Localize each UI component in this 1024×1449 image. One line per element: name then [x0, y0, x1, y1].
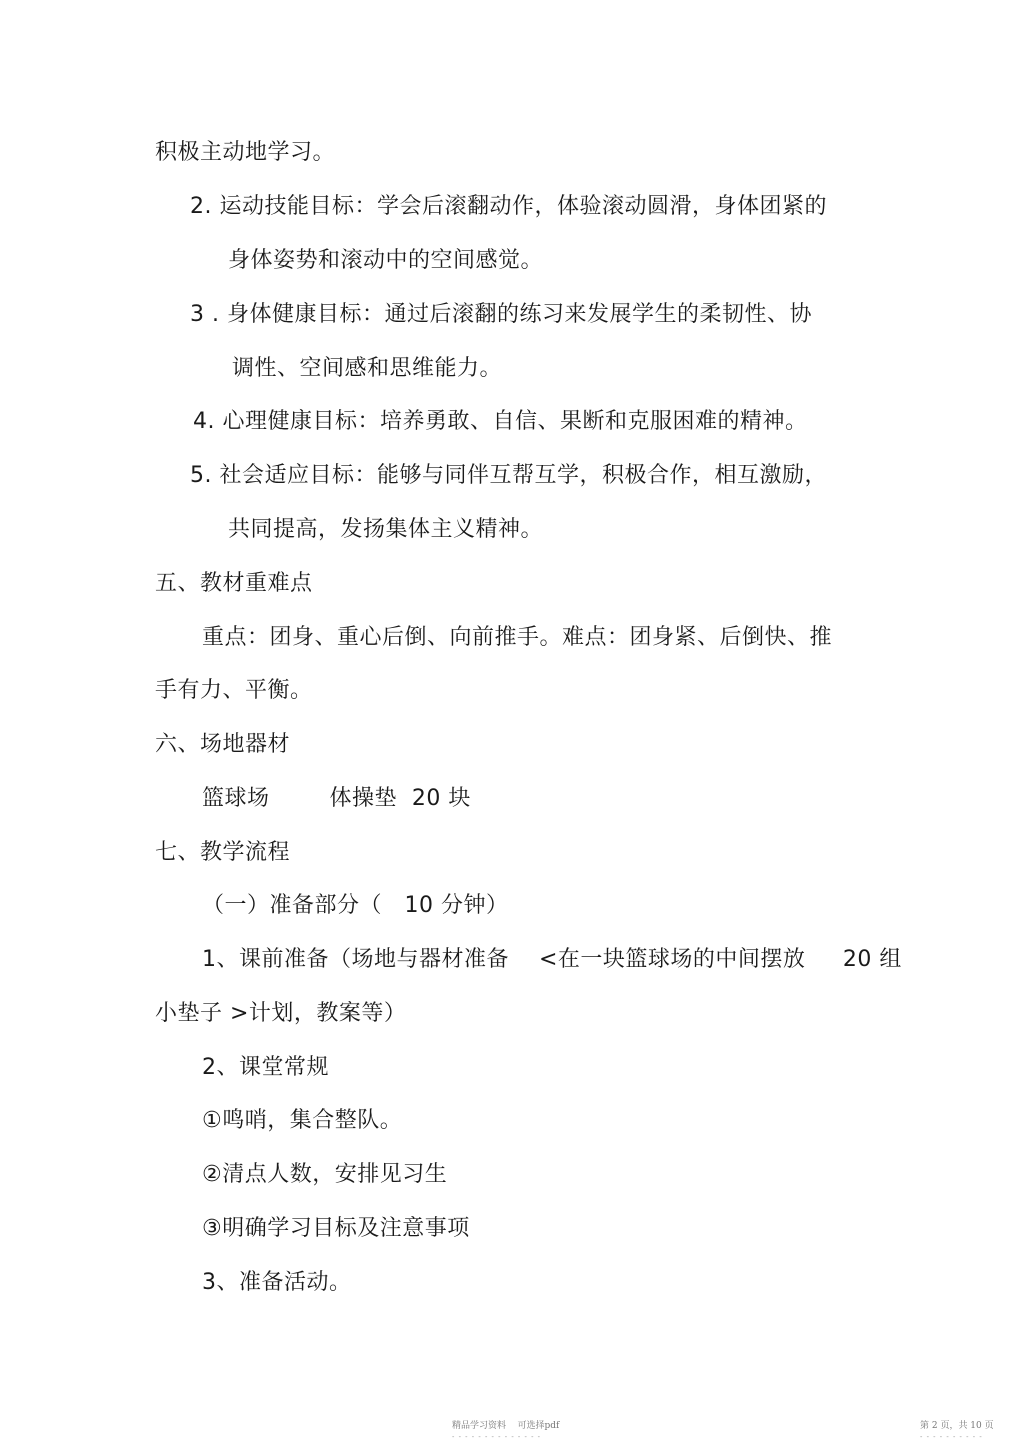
footer-watermark-text: 精品学习资料 可选择pdf: [452, 1421, 560, 1431]
page-number: [920, 1418, 994, 1441]
text-line: 小垫子 >计划，教案等）: [155, 1001, 407, 1026]
text-line: ①鸣哨，集合整队。: [202, 1108, 403, 1133]
text-line: 篮球场 体操垫 20 块: [202, 786, 471, 811]
text-line: 手有力、平衡。: [155, 678, 313, 703]
text-line: ③明确学习目标及注意事项: [202, 1216, 470, 1241]
text-line: 调性、空间感和思维能力。: [232, 356, 503, 381]
footer-watermark: [452, 1418, 572, 1441]
page-number-dashes: - - - - - - - - - -: [920, 1433, 983, 1441]
text-line: 2、课堂常规: [202, 1055, 329, 1080]
text-line: 2. 运动技能目标：学会后滚翻动作，体验滚动圆滑，身体团紧的: [190, 194, 827, 219]
text-line: 5. 社会适应目标：能够与同伴互帮互学，积极合作，相互激励，: [190, 463, 827, 488]
page-number-text: 第 2 页，共 10 页: [920, 1421, 994, 1431]
section-heading: 五、教材重难点: [155, 571, 313, 596]
text-line: 重点：团身、重心后倒、向前推手。难点：团身紧、后倒快、推: [202, 625, 833, 650]
text-line: 1、课前准备（场地与器材准备 <在一块篮球场的中间摆放 20 组: [202, 947, 902, 972]
footer-dashes: - - - - - - - - - - - - - -: [452, 1433, 542, 1441]
section-heading: 七、教学流程: [155, 840, 291, 865]
text-line: 4. 心理健康目标：培养勇敢、自信、果断和克服困难的精神。: [193, 409, 808, 434]
text-line: 3 . 身体健康目标：通过后滚翻的练习来发展学生的柔韧性、协: [190, 302, 812, 327]
text-line: 积极主动地学习。: [155, 140, 336, 165]
text-line: ②清点人数，安排见习生: [202, 1162, 448, 1187]
text-line: 共同提高，发扬集体主义精神。: [228, 517, 544, 542]
subsection-heading: （一）准备部分（ 10 分钟）: [202, 893, 509, 918]
text-line: 3、准备活动。: [202, 1270, 352, 1295]
section-heading: 六、场地器材: [155, 732, 291, 757]
text-line: 身体姿势和滚动中的空间感觉。: [228, 248, 544, 273]
